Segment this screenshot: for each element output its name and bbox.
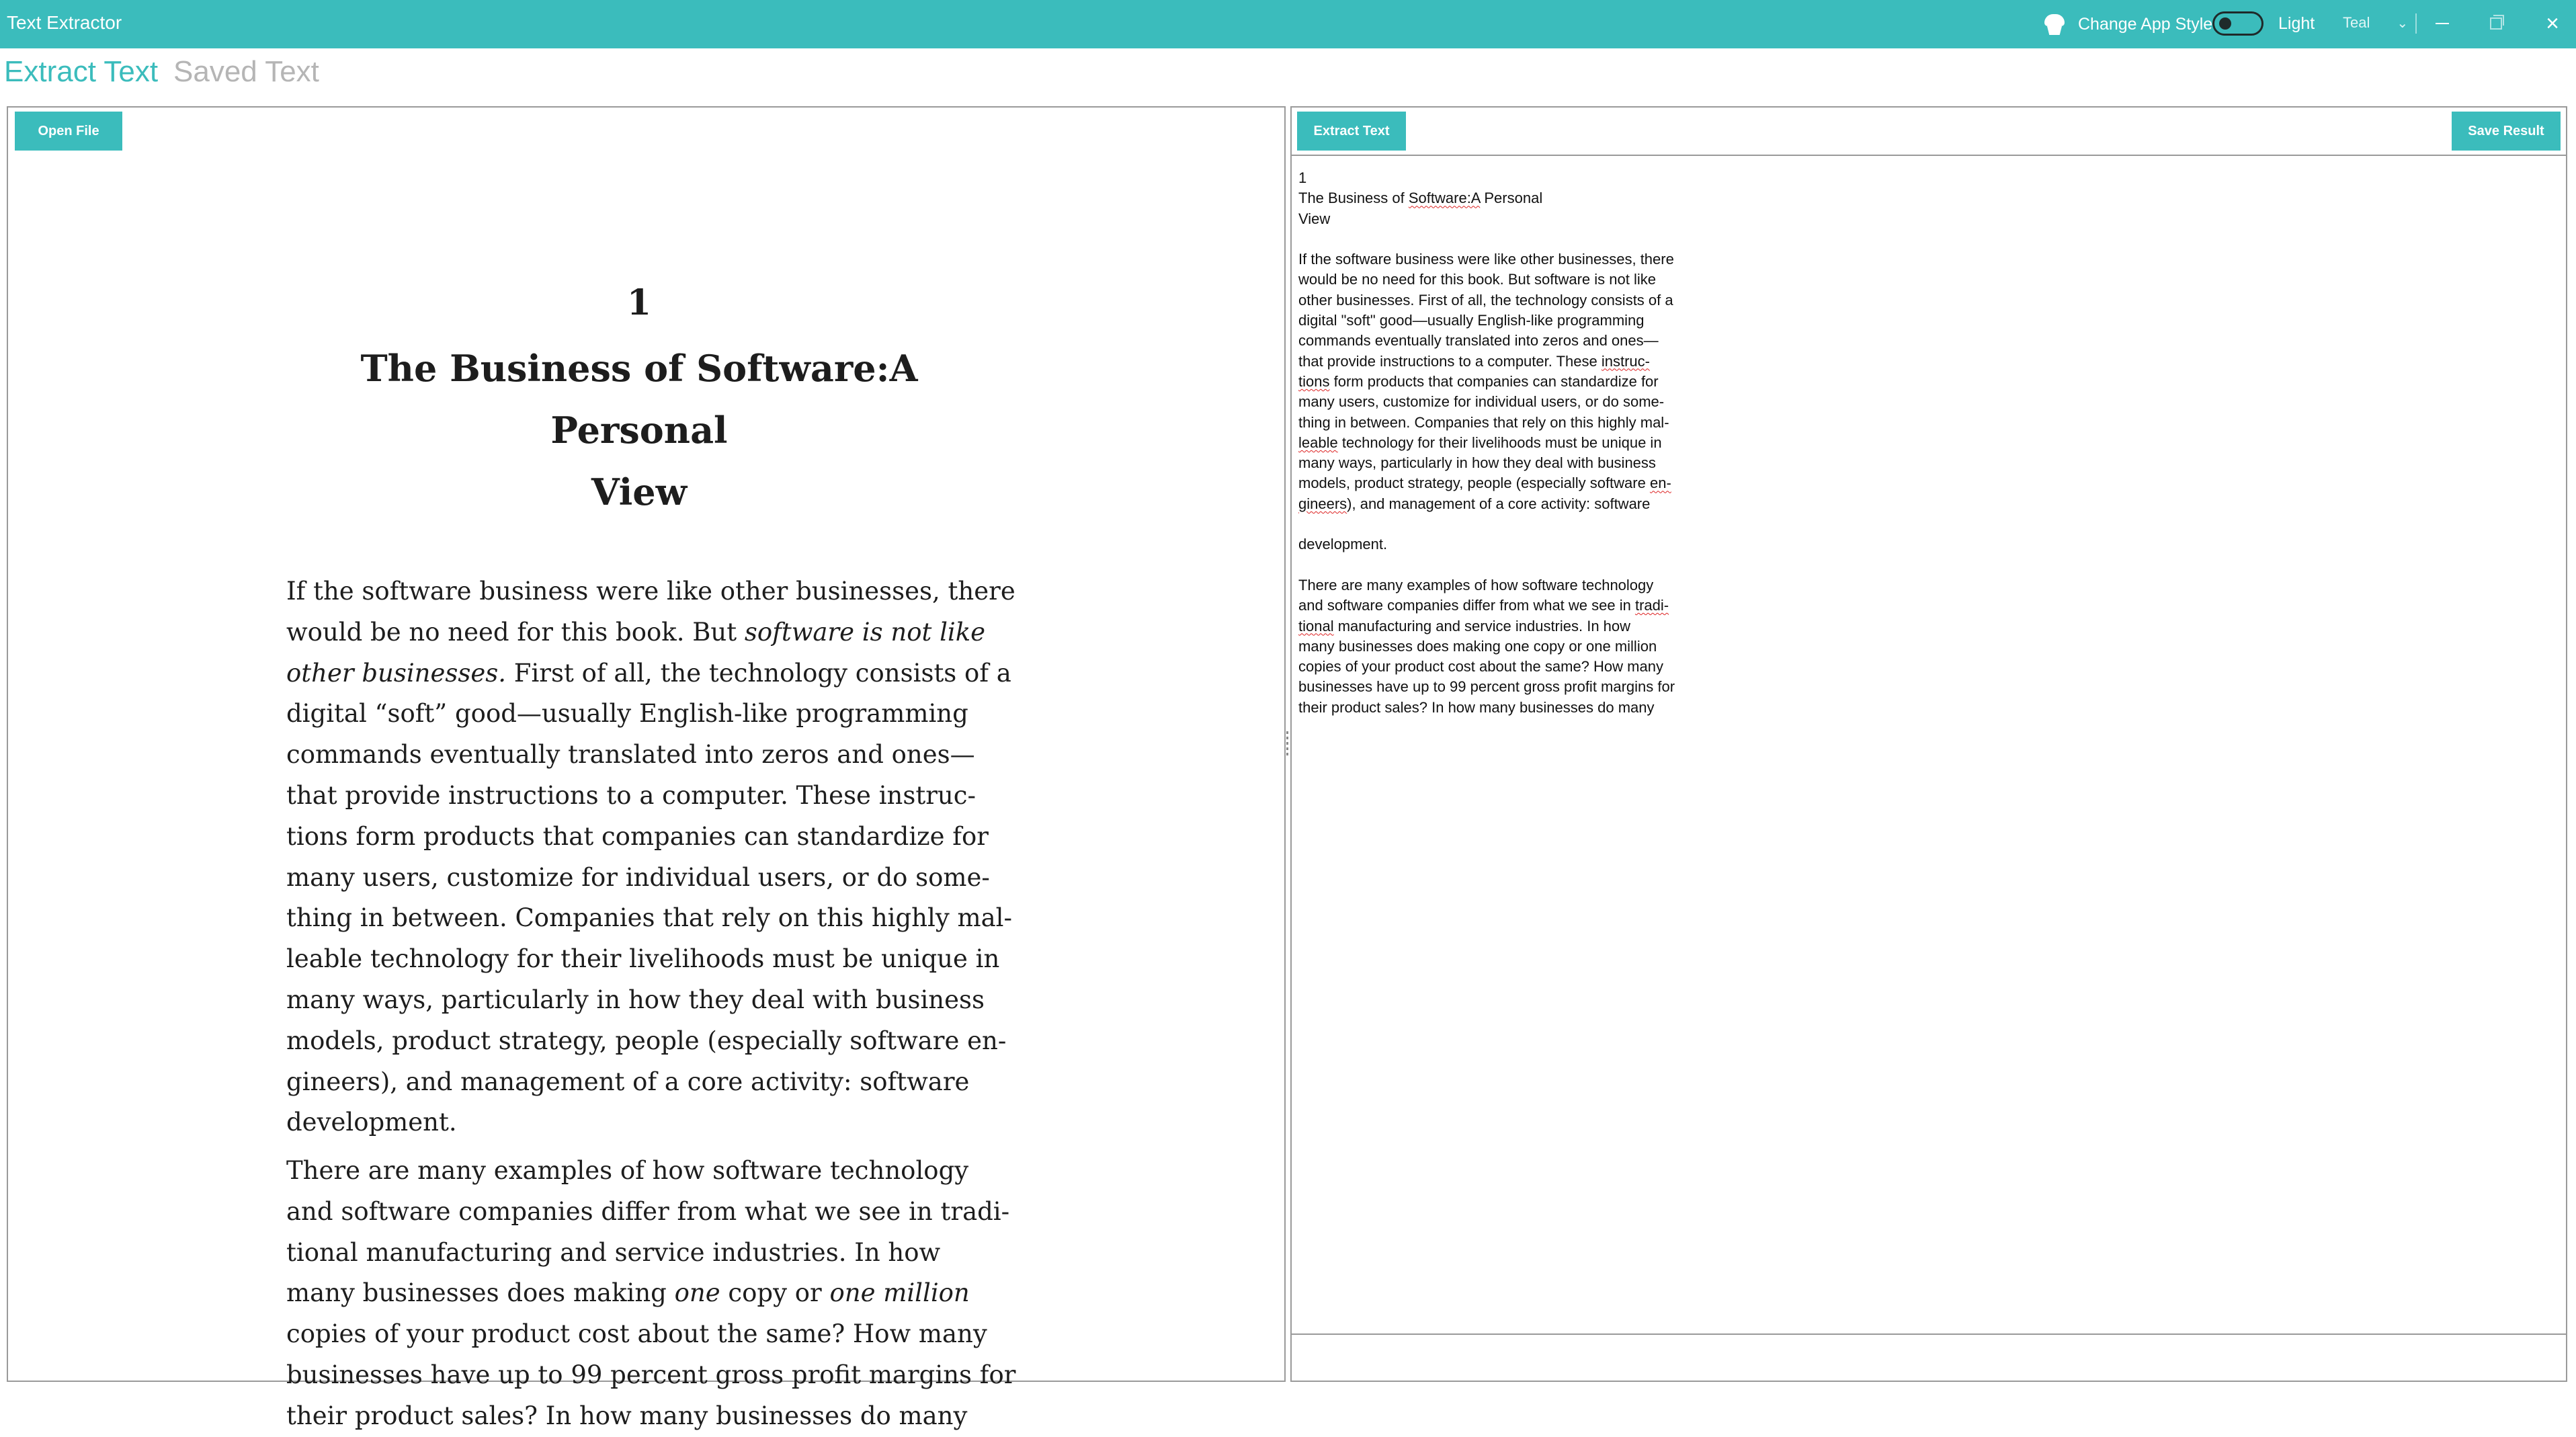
text-line bbox=[1298, 596, 1675, 616]
text-run: Personal bbox=[1480, 190, 1543, 207]
tab-saved-text[interactable]: Saved Text bbox=[173, 55, 319, 88]
text-line bbox=[1298, 433, 1675, 453]
panel-splitter[interactable] bbox=[1285, 731, 1290, 758]
text-run: There are many examples of how software technology bbox=[286, 1156, 969, 1185]
result-text bbox=[1298, 168, 1675, 718]
text-line bbox=[1298, 514, 1675, 534]
text-run: and software companies differ from what we see in tradi- bbox=[286, 1196, 1010, 1226]
misspelled-word: gineers bbox=[1298, 495, 1347, 512]
text-run: software is not like bbox=[744, 617, 986, 647]
text-run: manufacturing and service industries. In how bbox=[1333, 617, 1631, 634]
text-run: businesses have up to 99 percent gross profit margins for bbox=[1298, 678, 1675, 696]
minimize-button[interactable] bbox=[2422, 7, 2462, 40]
text-run: First of all, the technology consists of a bbox=[506, 658, 1011, 688]
text-line bbox=[286, 1396, 1026, 1437]
text-line bbox=[286, 1233, 1026, 1274]
tab-extract-text[interactable]: Extract Text bbox=[4, 55, 159, 88]
text-line bbox=[1298, 698, 1675, 718]
text-run: thing in between. Companies that rely on this highly mal- bbox=[286, 903, 1012, 933]
result-panel bbox=[1290, 106, 2567, 1382]
text-line bbox=[286, 694, 1026, 735]
text-line bbox=[286, 776, 1026, 817]
text-line bbox=[1298, 331, 1675, 351]
text-run: businesses have up to 99 percent gross profit margins for bbox=[286, 1360, 1016, 1389]
text-line bbox=[1298, 290, 1675, 311]
text-run: models, product strategy, people (especially software bbox=[1298, 475, 1650, 492]
misspelled-word: leable bbox=[1298, 434, 1338, 451]
text-run: development. bbox=[286, 1108, 457, 1137]
change-app-style-button[interactable] bbox=[2043, 11, 2212, 38]
text-line bbox=[1298, 616, 1675, 637]
cupcake-icon bbox=[2043, 13, 2066, 36]
text-run: ), and management of a core activity: software bbox=[1347, 495, 1651, 512]
text-line bbox=[286, 612, 1026, 653]
text-run: that provide instructions to a computer. These instruc- bbox=[286, 780, 976, 810]
text-run: leable technology for their livelihoods must be unique in bbox=[286, 944, 1000, 974]
text-line bbox=[286, 735, 1026, 776]
text-line bbox=[286, 1062, 1026, 1103]
text-line bbox=[1298, 555, 1675, 575]
text-line bbox=[286, 1151, 1026, 1192]
text-line bbox=[1298, 534, 1675, 555]
document-panel bbox=[7, 106, 1286, 1430]
chapter-title-line: View bbox=[591, 470, 688, 514]
text-run: 1 bbox=[1298, 169, 1307, 186]
text-line bbox=[1298, 637, 1675, 657]
text-line bbox=[286, 1273, 1026, 1314]
close-icon: × bbox=[2546, 11, 2559, 36]
text-line bbox=[1298, 311, 1675, 331]
text-run: copies of your product cost about the same? How many bbox=[286, 1319, 987, 1349]
text-run: If the software business were like other businesses, there bbox=[286, 577, 1015, 606]
text-run: digital "soft" good—usually English-like programming bbox=[1298, 312, 1645, 329]
misspelled-word: tional bbox=[1298, 617, 1334, 634]
text-run: that provide instructions to a computer. These bbox=[1298, 352, 1602, 370]
text-run: one million bbox=[829, 1278, 970, 1308]
text-run: would be no need for this book. But bbox=[286, 617, 745, 647]
text-run: copy or bbox=[720, 1278, 830, 1308]
text-line bbox=[1298, 249, 1675, 270]
document-view[interactable] bbox=[8, 155, 1284, 1430]
text-run: gineers), and management of a core activity: software bbox=[286, 1067, 970, 1096]
text-run: many users, customize for individual users, or do some- bbox=[286, 862, 990, 892]
save-result-button[interactable]: Save Result bbox=[2452, 112, 2561, 151]
misspelled-word: en- bbox=[1649, 475, 1671, 492]
titlebar-separator bbox=[2415, 13, 2417, 34]
text-line bbox=[286, 1102, 1026, 1143]
text-run: would be no need for this book. But software is not like bbox=[1298, 271, 1656, 288]
misspelled-word: tions bbox=[1298, 372, 1330, 390]
misspelled-word: tradi- bbox=[1634, 597, 1669, 614]
text-run: commands eventually translated into zeros and ones— bbox=[1298, 332, 1659, 350]
extract-text-button[interactable]: Extract Text bbox=[1297, 112, 1406, 151]
text-line bbox=[1298, 168, 1675, 188]
text-line bbox=[1298, 473, 1675, 493]
chapter-number: 1 bbox=[626, 282, 652, 323]
paragraph-2 bbox=[286, 1151, 1026, 1437]
text-line bbox=[1298, 209, 1675, 229]
text-run: digital “soft” good—usually English-like programming bbox=[286, 699, 968, 729]
change-app-style-label: Change App Style bbox=[2078, 14, 2213, 34]
text-line bbox=[1298, 575, 1675, 596]
text-line bbox=[286, 817, 1026, 858]
text-line bbox=[1298, 188, 1675, 208]
text-line bbox=[286, 1021, 1026, 1062]
text-run: If the software business were like other businesses, there bbox=[1298, 251, 1674, 268]
text-line bbox=[286, 939, 1026, 980]
result-textbox[interactable] bbox=[1292, 155, 2566, 1335]
text-run: one bbox=[674, 1278, 720, 1308]
text-run: copies of your product cost about the same? How many bbox=[1298, 658, 1663, 675]
text-run: and software companies differ from what we see in bbox=[1298, 597, 1635, 614]
text-line bbox=[1298, 453, 1675, 473]
toggle-knob bbox=[2219, 17, 2231, 30]
text-run: technology for their livelihoods must be unique in bbox=[1337, 434, 1662, 451]
text-line bbox=[1298, 270, 1675, 290]
text-line bbox=[1298, 494, 1675, 514]
text-line bbox=[1298, 229, 1675, 249]
chevron-down-icon: ⌄ bbox=[2397, 15, 2409, 31]
text-run: tional manufacturing and service industries. In how bbox=[286, 1237, 941, 1267]
text-line bbox=[286, 898, 1026, 939]
text-run: form products that companies can standardize for bbox=[1329, 372, 1659, 390]
title-bar bbox=[0, 0, 2576, 48]
text-line bbox=[1298, 657, 1675, 677]
text-run: tions form products that companies can standardize for bbox=[286, 821, 989, 851]
text-line bbox=[286, 980, 1026, 1021]
text-run: development. bbox=[1298, 536, 1388, 553]
text-run: many businesses does making bbox=[286, 1278, 675, 1308]
text-run: There are many examples of how software technology bbox=[1298, 576, 1654, 593]
text-line bbox=[1298, 352, 1675, 372]
chapter-title bbox=[286, 337, 992, 523]
open-file-button[interactable]: Open File bbox=[15, 112, 122, 151]
text-run: other businesses. First of all, the technology consists of a bbox=[1298, 291, 1673, 309]
maximize-icon bbox=[2490, 17, 2502, 30]
maximize-button[interactable] bbox=[2476, 7, 2516, 40]
close-button[interactable] bbox=[2532, 7, 2573, 40]
theme-label: Light bbox=[2278, 14, 2315, 33]
text-line bbox=[286, 858, 1026, 899]
text-line bbox=[286, 571, 1026, 612]
text-line bbox=[286, 1192, 1026, 1233]
text-run: their product sales? In how many businesses do many bbox=[1298, 698, 1655, 716]
text-line bbox=[286, 1355, 1026, 1396]
minimize-icon bbox=[2436, 23, 2449, 24]
accent-color-select[interactable] bbox=[2343, 14, 2408, 32]
text-line bbox=[286, 653, 1026, 694]
text-run: thing in between. Companies that rely on this highly mal- bbox=[1298, 413, 1669, 431]
text-run: View bbox=[1298, 210, 1331, 227]
chapter-title-line: The Business of Software:A Personal bbox=[360, 347, 918, 452]
text-line bbox=[1298, 677, 1675, 697]
misspelled-word: instruc- bbox=[1601, 352, 1650, 370]
text-line bbox=[286, 1314, 1026, 1355]
app-title: Text Extractor bbox=[7, 12, 122, 33]
text-run: many businesses does making one copy or one million bbox=[1298, 637, 1657, 655]
text-run: other businesses. bbox=[286, 658, 507, 688]
text-run: commands eventually translated into zeros and ones— bbox=[286, 740, 975, 770]
text-line bbox=[1298, 413, 1675, 433]
misspelled-word: Software:A bbox=[1408, 190, 1481, 207]
text-run: many ways, particularly in how they deal with business bbox=[286, 985, 985, 1014]
text-run: models, product strategy, people (especially software en- bbox=[286, 1026, 1007, 1055]
paragraph-1 bbox=[286, 571, 1026, 1143]
text-run: their product sales? In how many businesses do many bbox=[286, 1401, 968, 1430]
text-line bbox=[1298, 392, 1675, 412]
text-run: many ways, particularly in how they deal with business bbox=[1298, 454, 1656, 472]
text-run: many users, customize for individual users, or do some- bbox=[1298, 393, 1665, 411]
theme-toggle[interactable] bbox=[2212, 11, 2263, 36]
text-line bbox=[1298, 372, 1675, 392]
accent-color-value: Teal bbox=[2343, 14, 2370, 31]
text-run: The Business of bbox=[1298, 190, 1409, 207]
